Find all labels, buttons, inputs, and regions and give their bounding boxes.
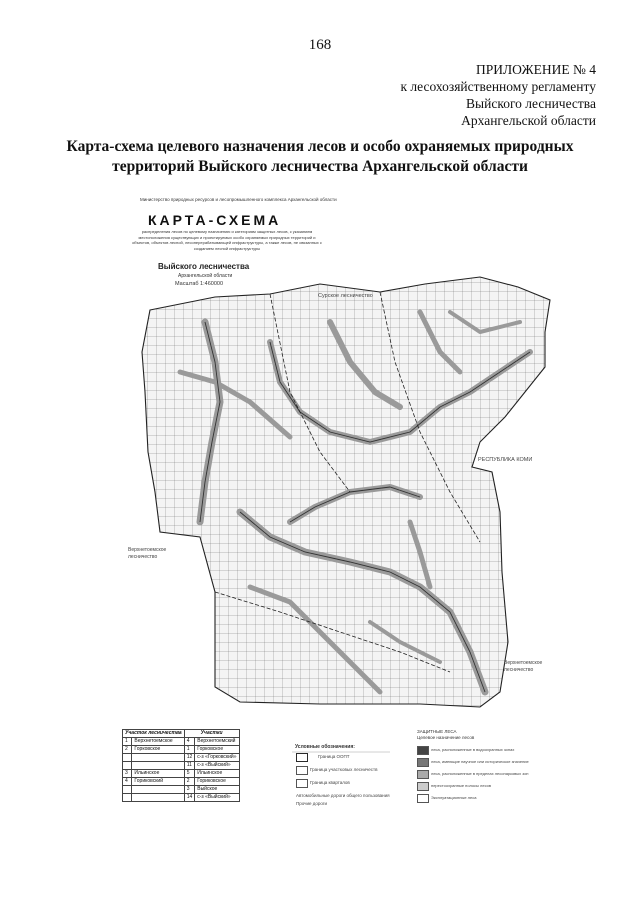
table-cell: Горковское	[132, 746, 184, 754]
zone-item: нерестоохранные полосы лесов	[431, 783, 491, 788]
table-cell	[132, 786, 184, 794]
zone-item: леса, расположенные в водоохранных зонах	[431, 747, 515, 752]
table-cell	[123, 786, 132, 794]
label-southeast-forestry: Верхнетоемское лесничество	[504, 660, 543, 673]
forest-map	[120, 192, 572, 842]
table-cell: с-з «Горковский»	[195, 754, 239, 762]
legend-item: Граница кварталов	[310, 780, 350, 785]
table-cell: 12	[184, 754, 195, 762]
label-komi: РЕСПУБЛИКА КОМИ	[478, 457, 533, 463]
table-cell: 11	[184, 762, 195, 770]
table-cell: 4	[123, 778, 132, 786]
table-cell: Выйское	[195, 786, 239, 794]
table-cell	[123, 794, 132, 802]
table-row	[123, 746, 240, 754]
table-cell: 2	[123, 746, 132, 754]
appendix-block	[401, 61, 597, 129]
table-cell: 4	[184, 738, 195, 746]
table-cell: Верхнетоемское	[132, 738, 184, 746]
appendix-line: к лесохозяйственному регламенту	[400, 79, 596, 94]
table-cell	[132, 762, 184, 770]
table-row	[123, 794, 240, 802]
table-cell: Гориковский	[132, 778, 184, 786]
table-cell: Ильинское	[195, 770, 239, 778]
table-cell	[132, 794, 184, 802]
zone-item: Эксплуатационные леса	[431, 795, 477, 800]
zone-swatch	[417, 758, 429, 767]
table-cell: Ильинское	[132, 770, 184, 778]
table-row	[123, 754, 240, 762]
table-header: Участки	[184, 730, 239, 738]
zone-swatch	[417, 746, 429, 755]
district-table	[122, 729, 240, 802]
title-line: Карта-схема целевого назначения лесов и особо охраняемых природных	[66, 138, 574, 155]
legend-title: Условные обозначения:	[295, 744, 355, 750]
legend-item: Автомобильные дороги общего пользования	[296, 793, 390, 798]
table-cell	[123, 762, 132, 770]
table-cell: 1	[184, 746, 195, 754]
page-number: 168	[308, 37, 332, 53]
legend-swatch	[296, 753, 308, 762]
legend-swatch	[296, 779, 308, 788]
document-title	[40, 137, 600, 177]
zones-title-text: ЗАЩИТНЫЕ ЛЕСА	[417, 729, 457, 734]
table-cell: с-з «Выйский»	[195, 762, 239, 770]
zone-swatch	[417, 782, 429, 791]
legend-item: Граница ООПТ	[318, 754, 350, 759]
map-title: КАРТА-СХЕМА	[148, 212, 282, 228]
map-description: распределения лесов по целевому назначению и категориям защитных лесов, с указанием местоположения существующих и проектируемых особо охраняемых природных территорий и объектов, объектов лесной, лесоперерабатывающей инфраструктуры, а также лесов, не связанных с созданием лесной инфраструктуры	[132, 229, 322, 251]
table-cell: 3	[123, 770, 132, 778]
zone-item: леса, имеющие научное или историческое значение	[431, 759, 529, 764]
map-region: Архангельской области	[178, 273, 233, 279]
label-west-forestry: Верхнетоемское лесничество	[128, 547, 167, 560]
map-forestry-name: Выйского лесничества	[158, 262, 250, 271]
table-cell: 2	[184, 778, 195, 786]
table-cell	[132, 754, 184, 762]
table-header: Участок лесничества	[123, 730, 185, 738]
table-cell: 1	[123, 738, 132, 746]
table-row	[123, 786, 240, 794]
table-cell	[123, 754, 132, 762]
table-cell: 3	[184, 786, 195, 794]
table-cell: с-з «Выйский»	[195, 794, 239, 802]
title-line: территорий Выйского лесничества Архангельской области	[112, 158, 528, 175]
table-row	[123, 770, 240, 778]
table-cell: 14	[184, 794, 195, 802]
label-north-forestry: Сурское лесничество	[318, 293, 373, 299]
zones-title	[417, 729, 507, 741]
table-row	[123, 778, 240, 786]
table-cell: Горковское	[195, 746, 239, 754]
legend-swatch	[296, 766, 308, 775]
appendix-line: Архангельской области	[461, 113, 596, 128]
zone-item: леса, расположенные в пределах лесопарковых зон	[431, 771, 529, 776]
table-row	[123, 762, 240, 770]
zone-swatch	[417, 794, 429, 803]
map-scale: Масштаб 1:460000	[175, 281, 223, 287]
legend-item: Граница участковых лесничеств	[310, 767, 378, 772]
table-cell: 5	[184, 770, 195, 778]
zones-subtitle: Целевое назначение лесов	[417, 735, 475, 740]
legend-item: Прочие дороги	[296, 801, 328, 806]
zone-swatch	[417, 770, 429, 779]
appendix-line: Выйского лесничества	[466, 96, 596, 111]
table-row	[123, 738, 240, 746]
appendix-line: ПРИЛОЖЕНИЕ № 4	[475, 62, 596, 77]
table-cell: Гориковское	[195, 778, 239, 786]
table-cell: Верхнетоемский	[195, 738, 239, 746]
map-org: Министерство природных ресурсов и лесопромышленного комплекса Архангельской области	[140, 197, 337, 202]
